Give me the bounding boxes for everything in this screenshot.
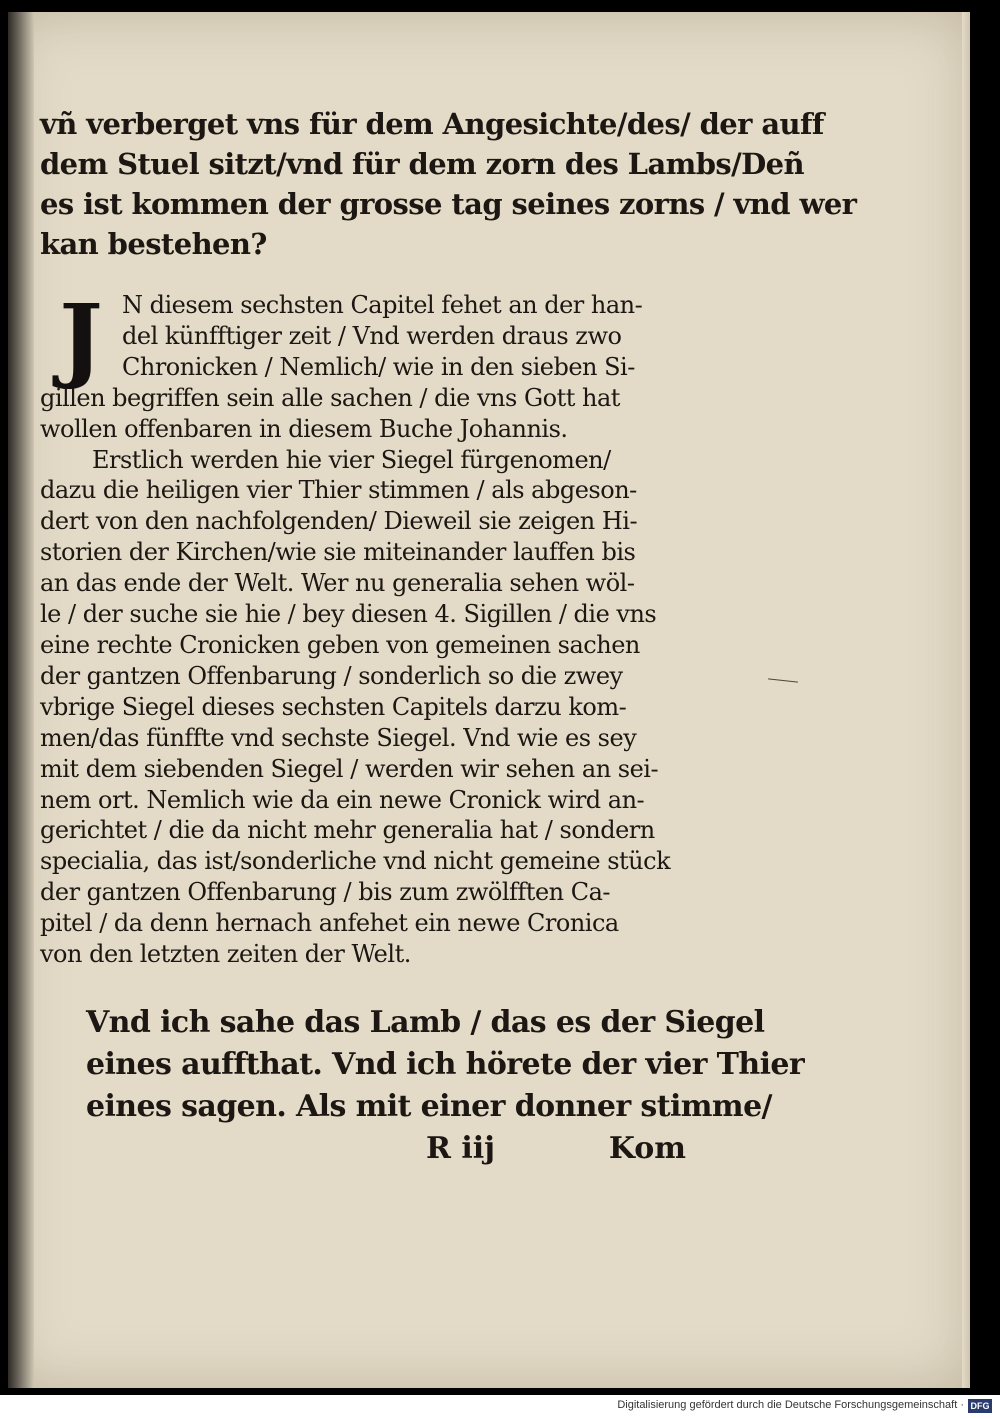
verse-line: eines sagen. Als mit einer donner stimme/ — [86, 1089, 772, 1124]
margin-mark — [768, 678, 798, 682]
signature-mark: R iij — [426, 1131, 496, 1166]
page-foot-row — [86, 1128, 706, 1170]
credit-text: Digitalisierung gefördert durch die Deutsche Forschungsgemeinschaft · — [617, 1399, 964, 1411]
initial-lines — [40, 290, 730, 383]
catchword: Kom — [608, 1131, 686, 1166]
commentary-line: le / der suche sie hie / bey diesen 4. Sigillen / die vns — [40, 600, 657, 629]
decorated-initial: J — [59, 284, 103, 392]
commentary-line: vbrige Siegel dieses sechsten Capitels darzu kom- — [40, 692, 627, 721]
verse-line: Vnd ich sahe das Lamb / das es der Siegel — [86, 1005, 765, 1040]
text-block — [40, 104, 857, 970]
commentary-line: von den letzten zeiten der Welt. — [40, 940, 411, 969]
book-spine — [8, 12, 34, 1388]
credit-bar — [0, 1395, 1000, 1419]
commentary-line: der gantzen Offenbarung / bis zum zwölfften Ca- — [40, 878, 611, 907]
verse-line: eines auffthat. Vnd ich hörete der vier Thier — [86, 1047, 805, 1082]
commentary-line: storien der Kirchen/wie sie miteinander lauffen bis — [40, 538, 636, 567]
book-page — [8, 12, 970, 1388]
commentary-line: an das ende der Welt. Wer nu generalia sehen wöl- — [40, 569, 635, 598]
commentary-line: Erstlich werden hie vier Siegel fürgenomen/ — [92, 445, 611, 474]
verse-block — [86, 1002, 805, 1170]
commentary-line: N diesem sechsten Capitel fehet an der han- — [122, 291, 643, 319]
commentary-line: der gantzen Offenbarung / sonderlich so die zwey — [40, 661, 623, 690]
top-text-line: dem Stuel sitzt/vnd für dem zorn des Lambs/Deñ — [40, 147, 805, 181]
top-text-line: vñ verberget vns für dem Angesichte/des/ der auff — [40, 107, 824, 141]
page-edge — [962, 12, 970, 1388]
commentary-line: wollen offenbaren in diesem Buche Johannis. — [40, 414, 568, 443]
commentary-line: men/das fünffte vnd sechste Siegel. Vnd wie es sey — [40, 723, 637, 752]
top-text-line: kan bestehen? — [40, 227, 267, 261]
commentary-line: gillen begriffen sein alle sachen / die vns Gott hat — [40, 383, 620, 412]
commentary-line: gerichtet / die da nicht mehr generalia hat / sondern — [40, 816, 655, 845]
dfg-logo-icon: DFG — [968, 1399, 992, 1413]
commentary-line: dert von den nachfolgenden/ Dieweil sie zeigen Hi- — [40, 507, 638, 536]
commentary-line: del künfftiger zeit / Vnd werden draus zwo — [122, 321, 622, 350]
commentary-line: Chronicken / Nemlich/ wie in den sieben Si- — [122, 352, 635, 381]
commentary-line: mit dem siebenden Siegel / werden wir sehen an sei- — [40, 754, 659, 783]
commentary-line: specialia, das ist/sonderliche vnd nicht gemeine stück — [40, 847, 671, 876]
commentary-block — [40, 284, 730, 970]
commentary-line: pitel / da denn hernach anfehet ein newe Cronica — [40, 909, 619, 938]
commentary-line: eine rechte Cronicken geben von gemeinen sachen — [40, 630, 640, 659]
commentary-line: nem ort. Nemlich wie da ein newe Cronick wird an- — [40, 785, 645, 814]
top-text-line: es ist kommen der grosse tag seines zorns / vnd wer — [40, 187, 857, 221]
commentary-line: dazu die heiligen vier Thier stimmen / als abgeson- — [40, 476, 637, 505]
